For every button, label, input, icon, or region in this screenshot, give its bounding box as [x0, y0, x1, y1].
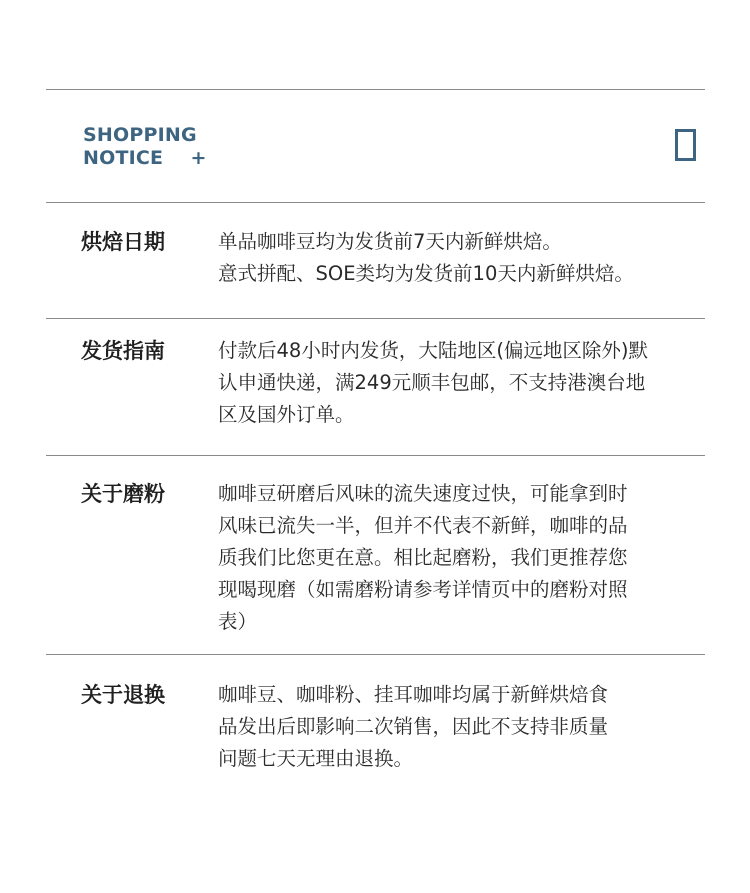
text-line: 认申通快递，满249元顺丰包邮，不支持港澳台地: [218, 371, 646, 394]
text-line: 风味已流失一半，但并不代表不新鲜，咖啡的品: [218, 514, 628, 537]
text-line: 质我们比您更在意。相比起磨粉，我们更推荐您: [218, 546, 628, 569]
section-text: [218, 478, 706, 638]
divider: [46, 455, 705, 456]
section-label: 关于磨粉: [81, 482, 165, 506]
section-label: 发货指南: [81, 339, 165, 363]
divider: [46, 318, 705, 319]
section-returns: [46, 679, 705, 799]
section-shipping-guide: [46, 335, 705, 455]
section-grinding: [46, 478, 705, 654]
section-text: [218, 679, 706, 775]
section-text: [218, 335, 706, 431]
text-line: 品发出后即影响二次销售，因此不支持非质量: [218, 715, 609, 738]
notice-header: [46, 90, 705, 202]
frame-icon: [675, 129, 696, 161]
divider: [46, 202, 705, 203]
text-line: 现喝现磨（如需磨粉请参考详情页中的磨粉对照: [218, 578, 628, 601]
text-line: 意式拼配、SOE类均为发货前10天内新鲜烘焙。: [218, 262, 634, 285]
text-line: 付款后48小时内发货，大陆地区(偏远地区除外)默: [218, 339, 649, 362]
text-line: 表）: [218, 610, 258, 633]
text-line: 咖啡豆、咖啡粉、挂耳咖啡均属于新鲜烘焙食: [218, 683, 609, 706]
notice-title-line2: NOTICE +: [83, 147, 207, 169]
text-line: 问题七天无理由退换。: [218, 747, 414, 770]
notice-title: [83, 124, 207, 170]
section-label: 关于退换: [81, 683, 165, 707]
section-text: [218, 226, 706, 290]
text-line: 咖啡豆研磨后风味的流失速度过快，可能拿到时: [218, 482, 628, 505]
notice-title-line1: SHOPPING: [83, 124, 197, 146]
section-label: 烘焙日期: [81, 230, 165, 254]
text-line: 区及国外订单。: [218, 403, 355, 426]
section-roast-date: [46, 226, 705, 318]
text-line: 单品咖啡豆均为发货前7天内新鲜烘焙。: [218, 230, 562, 253]
divider: [46, 654, 705, 655]
